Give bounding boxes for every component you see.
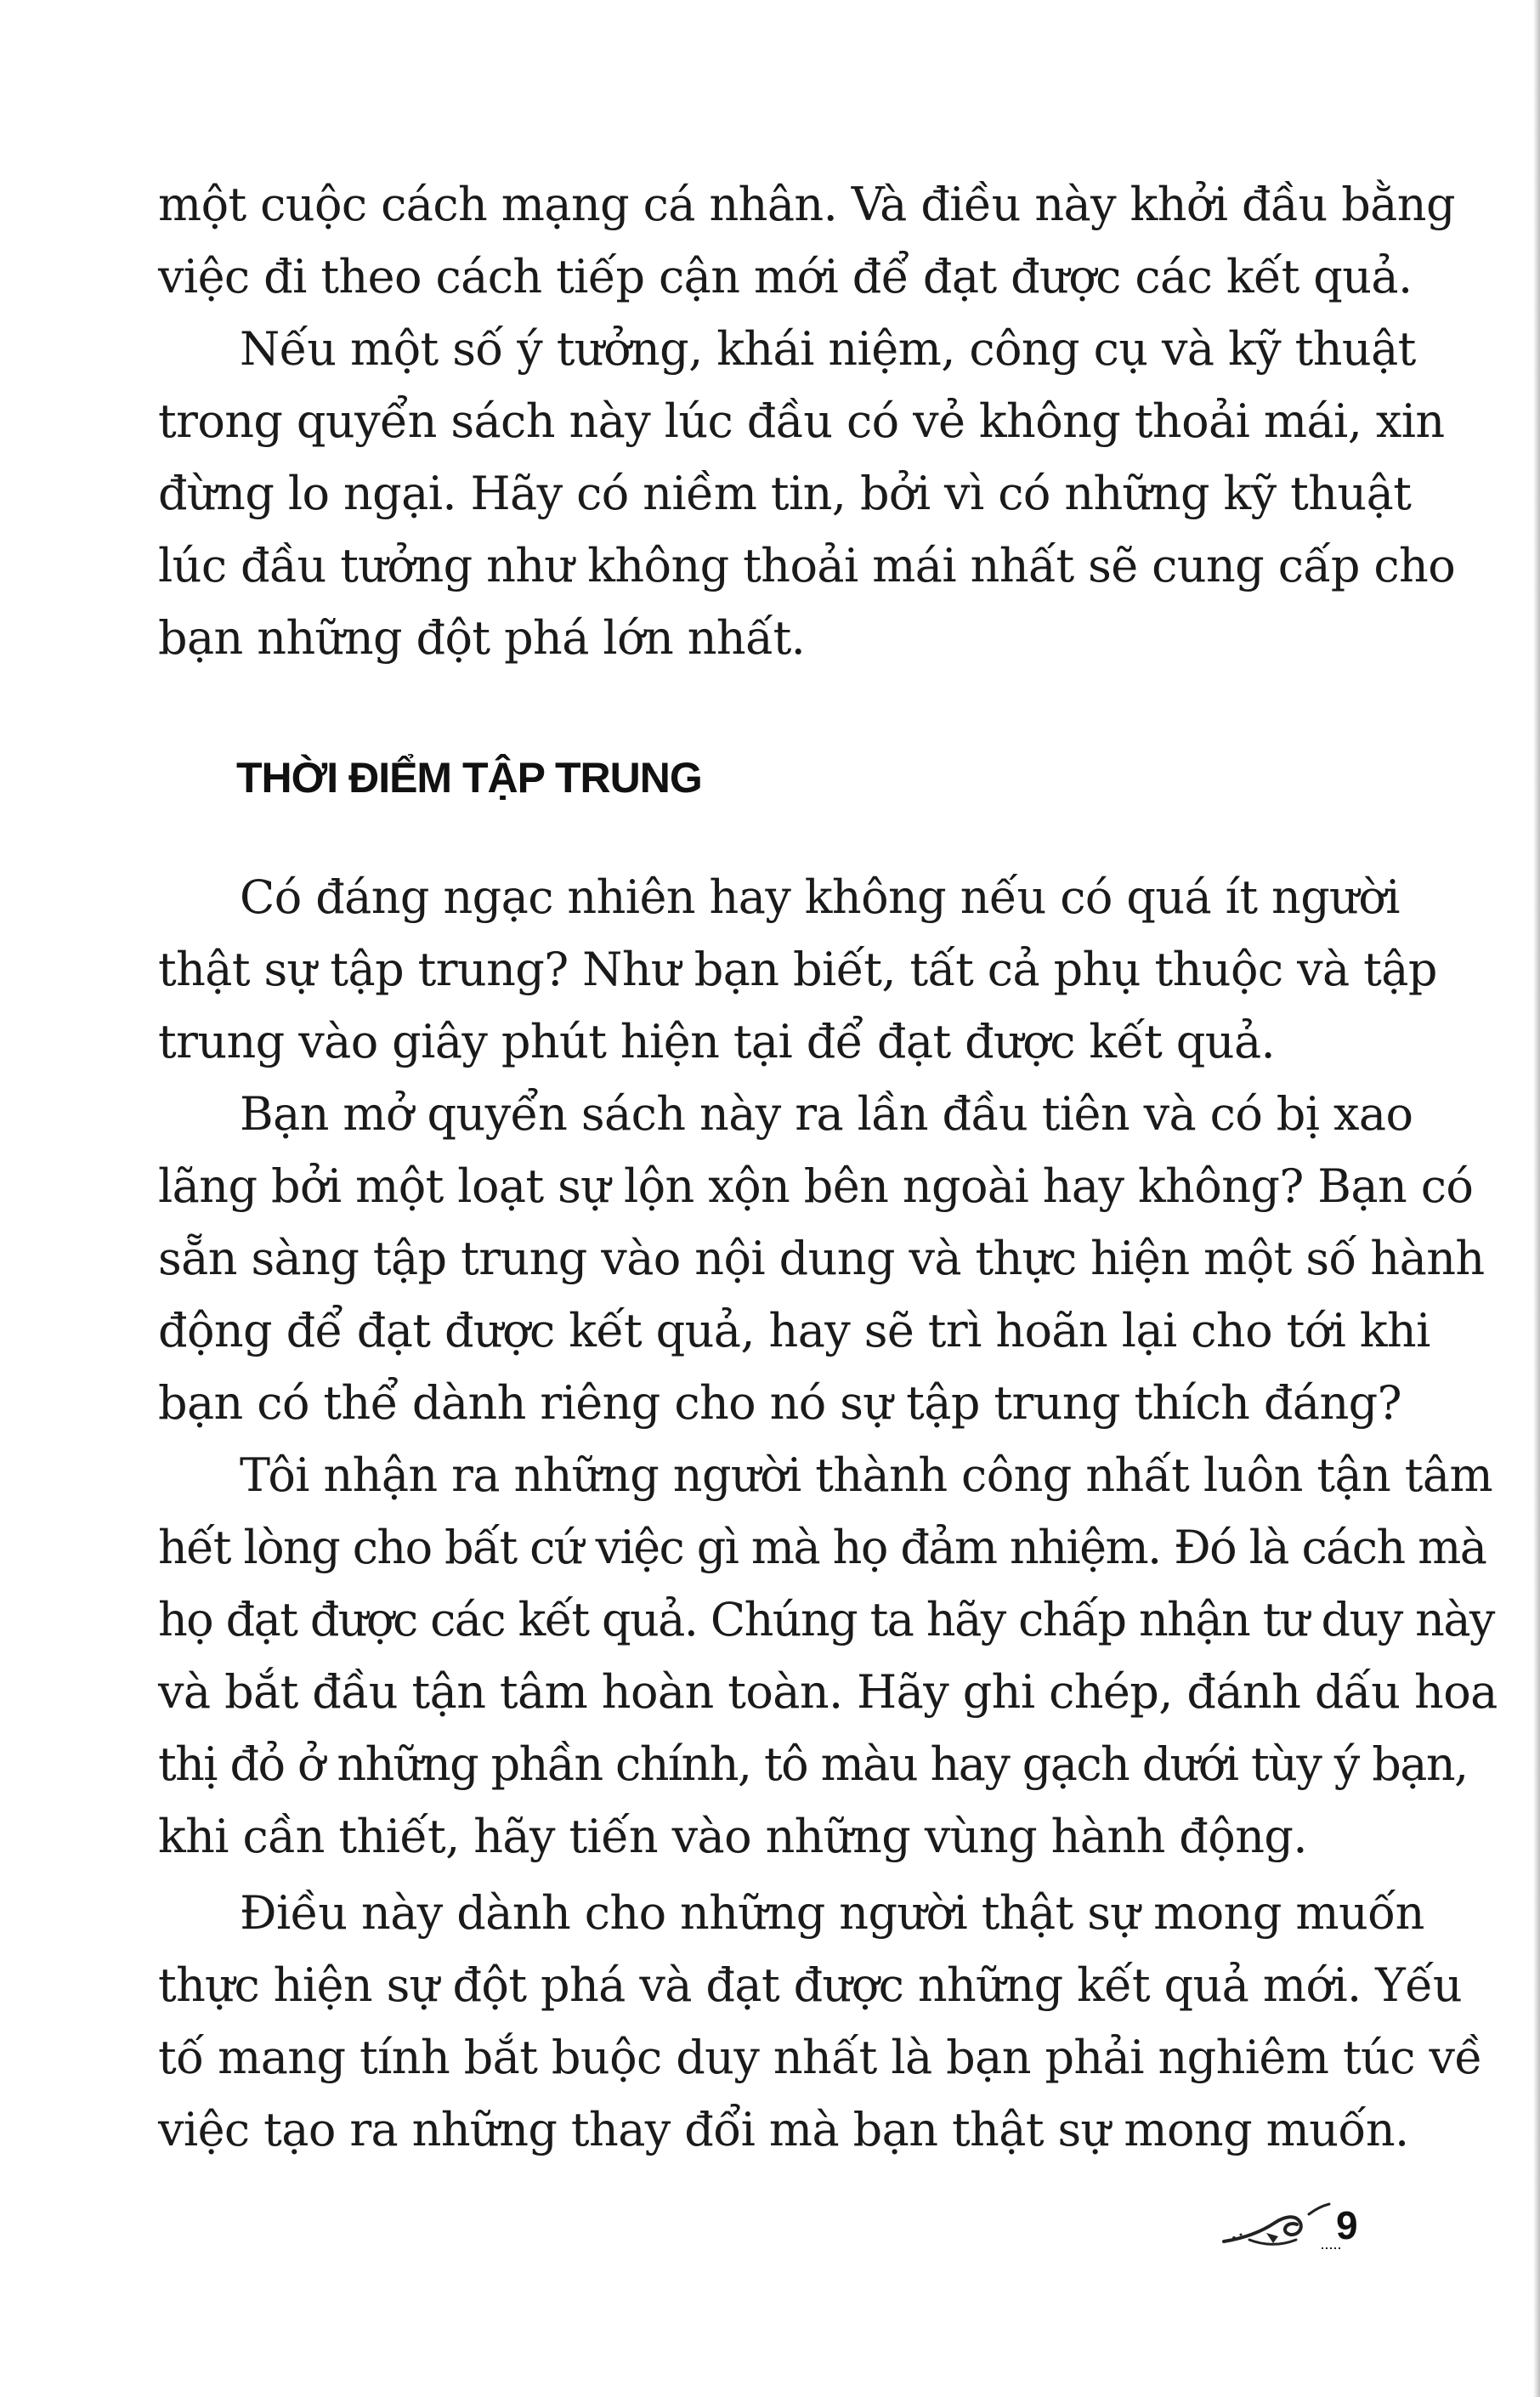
text-line: Tôi nhận ra những người thành công nhất luôn tận tâm bbox=[240, 1448, 1493, 1502]
text-line: bạn có thể dành riêng cho nó sự tập trung thích đáng? bbox=[158, 1376, 1401, 1430]
text-line: họ đạt được các kết quả. Chúng ta hãy chấp nhận tư duy này bbox=[158, 1593, 1494, 1646]
text-line: bạn những đột phá lớn nhất. bbox=[158, 611, 806, 665]
text-line: việc đi theo cách tiếp cận mới để đạt được các kết quả. bbox=[158, 250, 1413, 303]
text-line: thật sự tập trung? Như bạn biết, tất cả phụ thuộc và tập bbox=[158, 943, 1437, 996]
text-line: lúc đầu tưởng như không thoải mái nhất sẽ cung cấp cho bbox=[158, 539, 1456, 592]
page-number: 9 bbox=[1336, 2203, 1358, 2247]
text-line: trung vào giây phút hiện tại để đạt được kết quả. bbox=[158, 1015, 1276, 1068]
section-heading: THỜI ĐIỂM TẬP TRUNG bbox=[236, 754, 702, 802]
text-line: đừng lo ngại. Hãy có niềm tin, bởi vì có những kỹ thuật bbox=[158, 467, 1412, 520]
text-line: việc tạo ra những thay đổi mà bạn thật sự mong muốn. bbox=[158, 2103, 1409, 2156]
text-line: Có đáng ngạc nhiên hay không nếu có quá ít người bbox=[240, 870, 1400, 924]
text-line: một cuộc cách mạng cá nhân. Và điều này khởi đầu bằng bbox=[158, 178, 1455, 231]
text-line: Bạn mở quyển sách này ra lần đầu tiên và có bị xao bbox=[240, 1087, 1413, 1141]
text-line: Điều này dành cho những người thật sự mong muốn bbox=[240, 1886, 1424, 1940]
text-line: và bắt đầu tận tâm hoàn toàn. Hãy ghi chép, đánh dấu hoa bbox=[158, 1665, 1498, 1719]
text-line: lãng bởi một loạt sự lộn xộn bên ngoài hay không? Bạn có bbox=[158, 1159, 1474, 1213]
text-line: thị đỏ ở những phần chính, tô màu hay gạch dưới tùy ý bạn, bbox=[158, 1737, 1468, 1791]
text-line: động để đạt được kết quả, hay sẽ trì hoãn lại cho tới khi bbox=[158, 1304, 1430, 1357]
text-line: tố mang tính bắt buộc duy nhất là bạn phải nghiêm túc về bbox=[158, 2031, 1482, 2084]
text-line: hết lòng cho bất cứ việc gì mà họ đảm nhiệm. Đó là cách mà bbox=[158, 1521, 1486, 1574]
text-line: khi cần thiết, hãy tiến vào những vùng hành động. bbox=[158, 1810, 1307, 1863]
body-text bbox=[158, 0, 1498, 2210]
text-line: thực hiện sự đột phá và đạt được những kết quả mới. Yếu bbox=[158, 1958, 1463, 2012]
text-line: Nếu một số ý tưởng, khái niệm, công cụ và kỹ thuật bbox=[240, 322, 1416, 376]
text-line: sẵn sàng tập trung vào nội dung và thực hiện một số hành bbox=[158, 1232, 1485, 1285]
swirl-ornament-icon bbox=[1215, 2197, 1343, 2257]
page-edge bbox=[1533, 0, 1540, 2397]
text-line: trong quyển sách này lúc đầu có vẻ không thoải mái, xin bbox=[158, 394, 1445, 448]
